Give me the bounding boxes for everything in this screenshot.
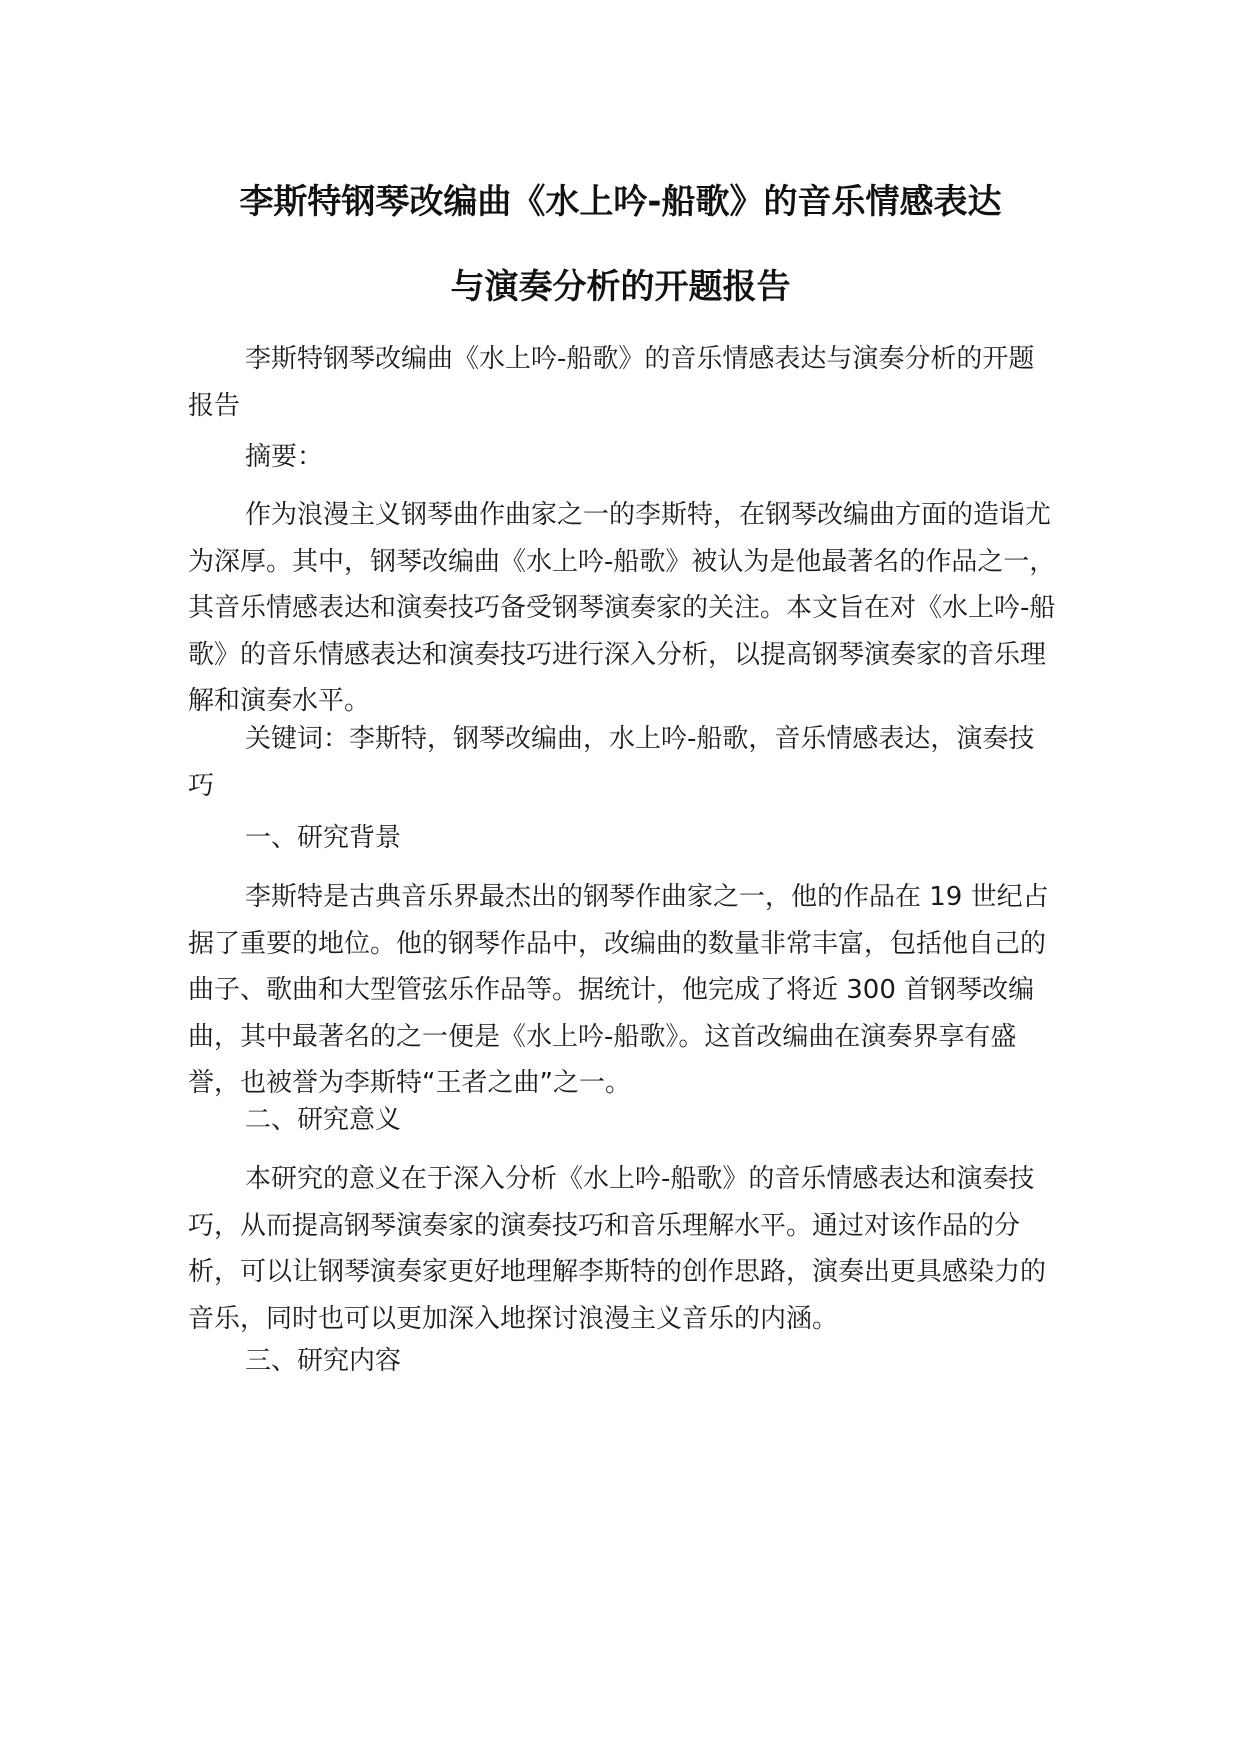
- section-heading-background: 一、研究背景: [245, 823, 402, 853]
- document-title-line-1: 李斯特钢琴改编曲《水上吟-船歌》的音乐情感表达: [239, 182, 1002, 222]
- keywords-paragraph: 关键词：李斯特，钢琴改编曲，水上吟-船歌，音乐情感表达，演奏技巧: [188, 724, 1035, 801]
- section-heading-content: 三、研究内容: [245, 1346, 402, 1376]
- abstract-label: 摘要：: [245, 442, 324, 472]
- background-paragraph: 李斯特是古典音乐界最杰出的钢琴作曲家之一，他的作品在 19 世纪占据了重要的地位。他的钢琴作品中，改编曲的数量非常丰富，包括他自己的曲子、歌曲和大型管弦乐作品等。据统计，他完成了将近 300 首钢琴改编曲，其中最著名的之一便是《水上吟-船歌》。这首改编曲在演奏界享有盛誉，也被誉为李斯特“王者之曲”之一。: [188, 882, 1049, 1098]
- section-heading-significance: 二、研究意义: [245, 1105, 402, 1135]
- subtitle-paragraph: 李斯特钢琴改编曲《水上吟-船歌》的音乐情感表达与演奏分析的开题报告: [188, 344, 1035, 421]
- abstract-paragraph: 作为浪漫主义钢琴曲作曲家之一的李斯特，在钢琴改编曲方面的造诣尤为深厚。其中，钢琴改编曲《水上吟-船歌》被认为是他最著名的作品之一，其音乐情感表达和演奏技巧备受钢琴演奏家的关注。本文旨在对《水上吟-船歌》的音乐情感表达和演奏技巧进行深入分析，以提高钢琴演奏家的音乐理解和演奏水平。: [188, 500, 1056, 716]
- significance-paragraph: 本研究的意义在于深入分析《水上吟-船歌》的音乐情感表达和演奏技巧，从而提高钢琴演奏家的演奏技巧和音乐理解水平。通过对该作品的分析，可以让钢琴演奏家更好地理解李斯特的创作思路，演奏出更具感染力的音乐，同时也可以更加深入地探讨浪漫主义音乐的内涵。: [188, 1164, 1047, 1334]
- document-title-line-2: 与演奏分析的开题报告: [450, 267, 791, 307]
